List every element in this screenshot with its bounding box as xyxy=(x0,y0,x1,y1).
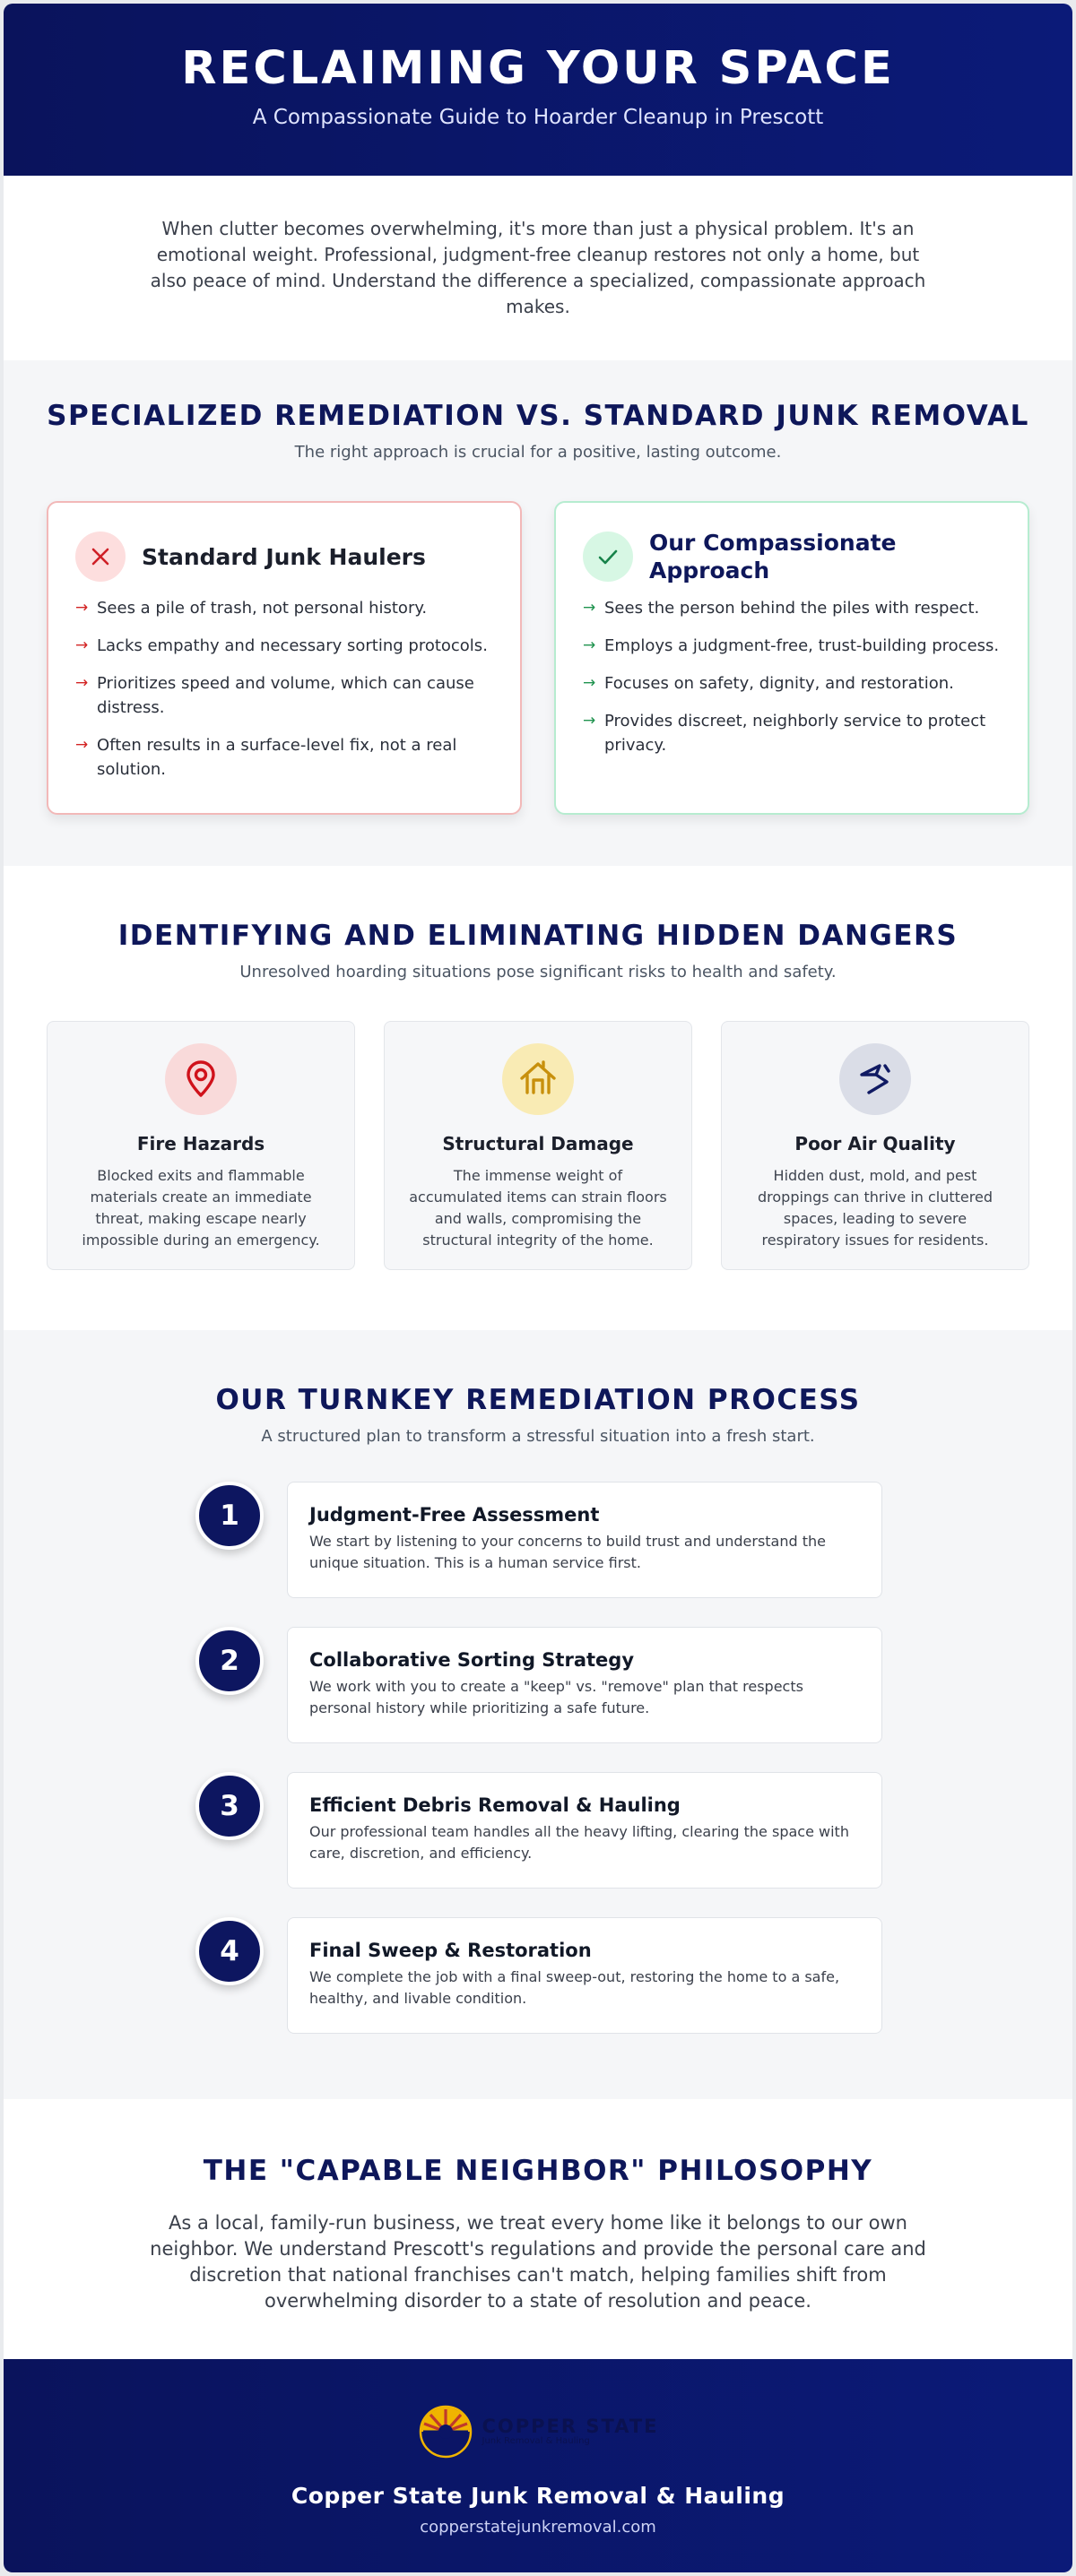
list-item: → Sees the person behind the piles with respect. xyxy=(583,596,1001,620)
danger-text: Blocked exits and flammable materials create an immediate threat, making escape nearly impossible during an emergency. xyxy=(82,1167,320,1249)
comparison-title: SPECIALIZED REMEDIATION VS. STANDARD JUNK REMOVAL xyxy=(47,400,1029,432)
intro-text: When clutter becomes overwhelming, it's more than just a physical problem. It's an emotional weight. Professional, judgment-free cleanup restores not only a home, but also peace of mind. Understand the difference a specialized, compassionate approach makes. xyxy=(150,218,926,317)
compassionate-card-title: Our Compassionate Approach xyxy=(649,530,897,583)
comparison-subtitle: The right approach is crucial for a positive, lasting outcome. xyxy=(294,443,782,462)
comparison-section xyxy=(4,360,1072,866)
danger-text: Hidden dust, mold, and pest droppings can thrive in cluttered spaces, leading to severe respiratory issues for residents. xyxy=(758,1167,993,1249)
logo-brand-text: COPPER STATE xyxy=(482,2416,659,2437)
company-logo xyxy=(4,2402,1072,2461)
hero-header xyxy=(4,4,1072,176)
process-step xyxy=(4,1627,1072,1772)
step-card xyxy=(287,1772,882,1889)
step-card xyxy=(287,1917,882,2034)
danger-title: Structural Damage xyxy=(442,1133,634,1154)
danger-title: Poor Air Quality xyxy=(794,1133,956,1154)
logo-tagline: Junk Removal & Hauling xyxy=(482,2436,590,2446)
standard-haulers-card xyxy=(47,501,522,815)
vent-icon xyxy=(839,1043,911,1115)
step-title: Judgment-Free Assessment xyxy=(309,1504,600,1526)
arrow-right-icon: → xyxy=(75,636,89,654)
arrow-right-icon: → xyxy=(75,674,89,692)
step-text: We complete the job with a final sweep-out, restoring the home to a safe, healthy, and livable condition. xyxy=(309,1968,840,2007)
step-number-badge: 4 xyxy=(195,1917,264,1985)
footer xyxy=(4,2359,1072,2572)
process-step xyxy=(4,1482,1072,1627)
structural-damage-card xyxy=(384,1021,692,1270)
step-text: Our professional team handles all the heavy lifting, clearing the space with care, discretion, and efficiency. xyxy=(309,1823,849,1862)
arrow-right-icon: → xyxy=(583,599,596,617)
list-item: → Often results in a surface-level fix, not a real solution. xyxy=(75,733,493,782)
list-item: → Sees a pile of trash, not personal history. xyxy=(75,596,493,620)
intro-section xyxy=(4,176,1072,360)
arrow-right-icon: → xyxy=(583,674,596,692)
process-subtitle: A structured plan to transform a stressful situation into a fresh start. xyxy=(261,1427,815,1446)
list-item: → Employs a judgment-free, trust-building process. xyxy=(583,634,1001,658)
step-title: Efficient Debris Removal & Hauling xyxy=(309,1794,681,1816)
compassionate-approach-card xyxy=(554,501,1029,815)
page-title: RECLAIMING YOUR SPACE xyxy=(181,42,895,95)
step-number-badge: 1 xyxy=(195,1482,264,1550)
house-icon xyxy=(502,1043,574,1115)
checkmark-icon xyxy=(583,532,633,582)
list-item: → Prioritizes speed and volume, which can cause distress. xyxy=(75,671,493,720)
dangers-title: IDENTIFYING AND ELIMINATING HIDDEN DANGERS xyxy=(117,920,959,952)
step-text: We work with you to create a "keep" vs. "remove" plan that respects personal history while prioritizing a safe future. xyxy=(309,1678,803,1716)
process-steps xyxy=(4,1482,1072,2062)
sunburst-logo-icon xyxy=(418,2404,473,2459)
list-item: → Provides discreet, neighborly service to protect privacy. xyxy=(583,709,1001,757)
danger-title: Fire Hazards xyxy=(136,1133,265,1154)
standard-card-title: Standard Junk Haulers xyxy=(142,543,426,570)
step-number-badge: 2 xyxy=(195,1627,264,1695)
list-item: → Focuses on safety, dignity, and restoration. xyxy=(583,671,1001,696)
close-icon xyxy=(75,532,126,582)
philosophy-title: THE "CAPABLE NEIGHBOR" PHILOSOPHY xyxy=(203,2155,873,2187)
company-name: Copper State Junk Removal & Hauling xyxy=(291,2483,785,2509)
step-number-badge: 3 xyxy=(195,1772,264,1840)
step-card xyxy=(287,1627,882,1743)
map-pin-icon xyxy=(165,1043,237,1115)
dangers-section xyxy=(4,866,1072,1330)
process-section xyxy=(4,1330,1072,2099)
process-step xyxy=(4,1772,1072,1917)
process-title: OUR TURNKEY REMEDIATION PROCESS xyxy=(215,1384,861,1416)
infographic-page xyxy=(4,4,1072,2572)
company-website-link[interactable]: copperstatejunkremoval.com xyxy=(420,2518,656,2537)
arrow-right-icon: → xyxy=(583,712,596,730)
danger-text: The immense weight of accumulated items can strain floors and walls, compromising the structural integrity of the home. xyxy=(409,1167,667,1249)
arrow-right-icon: → xyxy=(75,599,89,617)
poor-air-quality-card xyxy=(721,1021,1029,1270)
step-text: We start by listening to your concerns to build trust and understand the unique situation. This is a human service first. xyxy=(309,1533,826,1571)
philosophy-text: As a local, family-run business, we treat every home like it belongs to our own neighbor. We understand Prescott's regulations and provide the personal care and discretion that national franchises can't match, helping families shift from overwhelming disorder to a state of resolution and peace. xyxy=(150,2212,926,2312)
step-title: Final Sweep & Restoration xyxy=(309,1940,592,1961)
compassionate-list xyxy=(583,596,1001,757)
arrow-right-icon: → xyxy=(75,736,89,754)
philosophy-section xyxy=(4,2099,1072,2359)
page-subtitle: A Compassionate Guide to Hoarder Cleanup in Prescott xyxy=(252,106,824,129)
standard-list xyxy=(75,596,493,782)
dangers-subtitle: Unresolved hoarding situations pose significant risks to health and safety. xyxy=(239,963,837,981)
step-title: Collaborative Sorting Strategy xyxy=(309,1649,635,1671)
process-step xyxy=(4,1917,1072,2062)
list-item: → Lacks empathy and necessary sorting protocols. xyxy=(75,634,493,658)
fire-hazards-card xyxy=(47,1021,355,1270)
arrow-right-icon: → xyxy=(583,636,596,654)
step-card xyxy=(287,1482,882,1598)
